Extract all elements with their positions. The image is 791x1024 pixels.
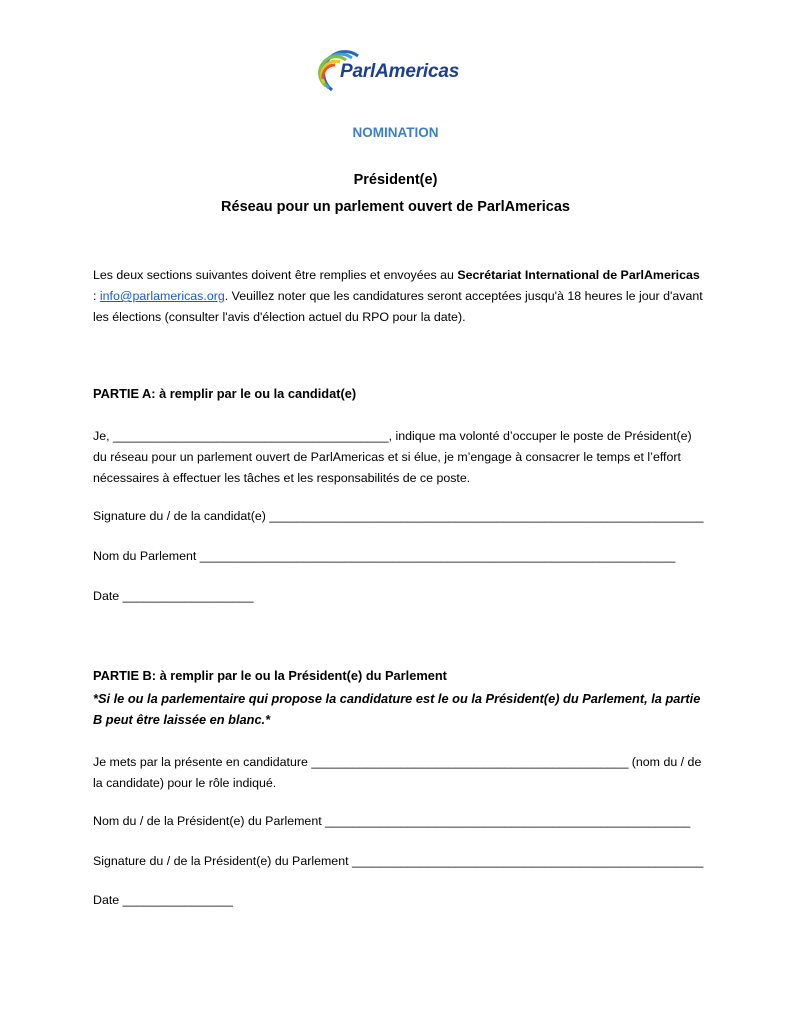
intro-secretariat: Secrétariat International de ParlAmericas bbox=[457, 268, 700, 282]
date-field-a[interactable]: Date ___________________ bbox=[93, 589, 254, 603]
logo-wordmark: ParlAmericas bbox=[340, 61, 460, 82]
partie-b-note: *Si le ou la parlementaire qui propose la candidature est le ou la Président(e) du Parlement, la partie B peut être laissée en blanc.* bbox=[93, 691, 701, 727]
candidate-signature-field[interactable]: Signature du / de la candidat(e) _______________________________________________________________ bbox=[93, 509, 704, 523]
parlamericas-logo bbox=[318, 48, 478, 98]
partie-a-heading: PARTIE A: à remplir par le ou la candidat(e) bbox=[93, 386, 357, 401]
date-field-b[interactable]: Date ________________ bbox=[93, 893, 233, 907]
partie-b-heading: PARTIE B: à remplir par le ou la Président(e) du Parlement bbox=[93, 668, 447, 683]
document-title: NOMINATION bbox=[352, 125, 439, 140]
parliament-name-field[interactable]: Nom du Parlement _____________________________________________________________________ bbox=[93, 549, 676, 563]
president-name-field[interactable]: Nom du / de la Président(e) du Parlement _____________________________________________________ bbox=[93, 814, 691, 828]
candidature-field[interactable]: Je mets par la présente en candidature ______________________________________________ (nom du / de la candidate) pour le rôle indiqué. bbox=[93, 755, 702, 790]
intro-text-1: Les deux sections suivantes doivent être remplies et envoyées au bbox=[93, 268, 458, 282]
intro-paragraph bbox=[93, 265, 703, 328]
intro-text-3: . Veuillez noter que les candidatures seront acceptées jusqu'à 18 heures le jour d'avant les élections (consulter l'avis d'élection actuel du RPO pour la date). bbox=[93, 289, 703, 324]
intro-text-2: : bbox=[93, 289, 100, 303]
position-title: Président(e) bbox=[353, 172, 438, 188]
email-link[interactable]: info@parlamericas.org bbox=[99, 289, 225, 303]
network-title: Réseau pour un parlement ouvert de ParlAmericas bbox=[221, 199, 570, 215]
partie-a-declaration: Je, ________________________________________, indique ma volonté d’occuper le poste de Président(e) du réseau pour un parlement ouvert de ParlAmericas et si élue, je m’engage à consacrer le temps et l’effort nécessaires à effectuer les tâches et les responsabilités de ce poste. bbox=[93, 429, 692, 485]
president-signature-field[interactable]: Signature du / de la Président(e) du Parlement ___________________________________________________ bbox=[93, 854, 704, 868]
